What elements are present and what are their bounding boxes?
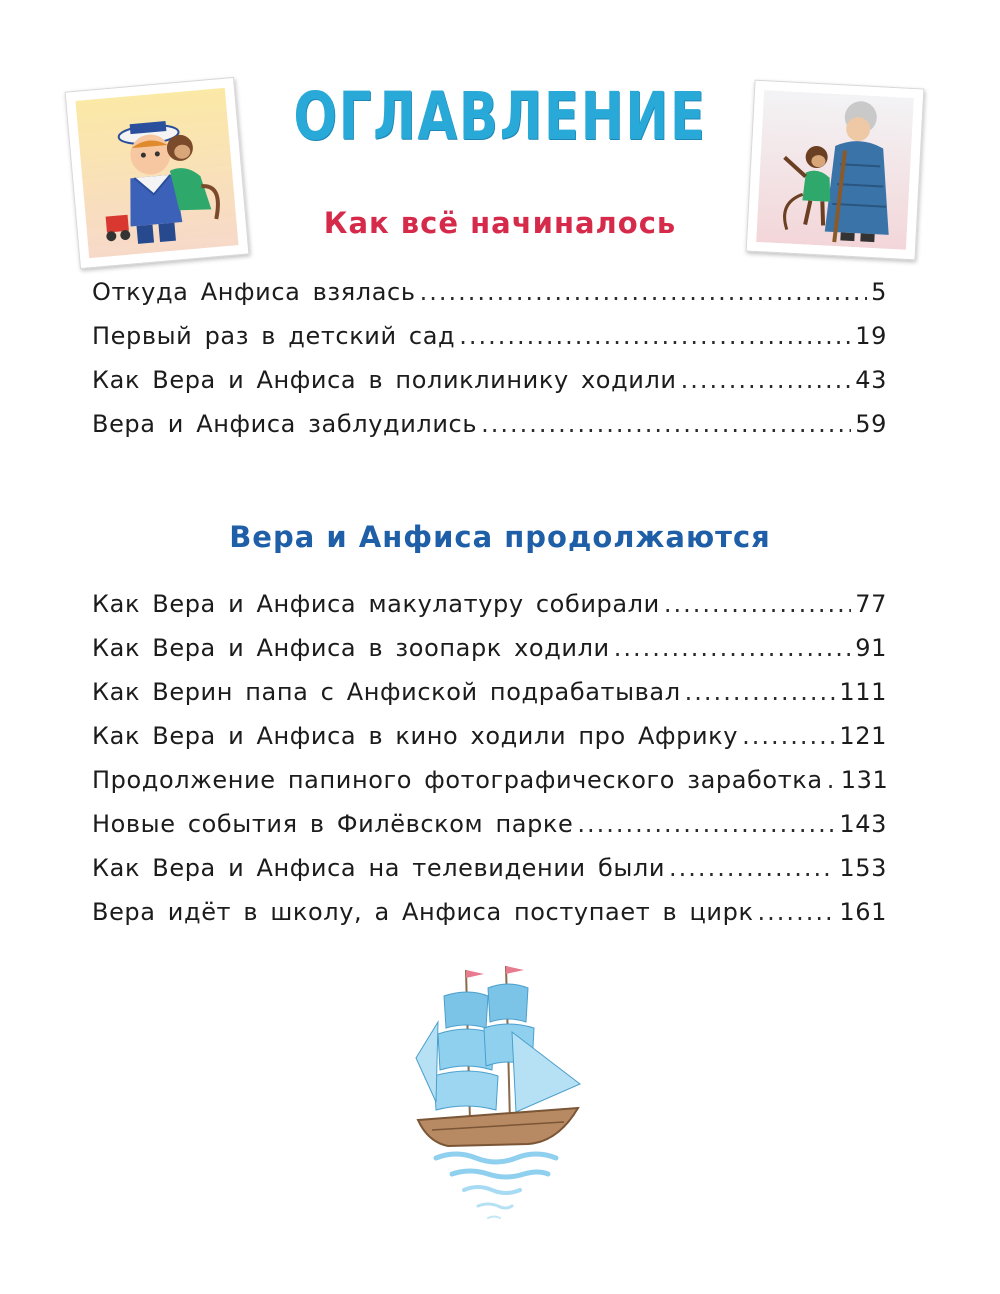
- toc-entry-title: Вера идёт в школу, а Анфиса поступает в цирк: [92, 898, 754, 926]
- toc-entry[interactable]: [92, 678, 887, 722]
- toc-page-number: 59: [855, 410, 887, 438]
- toc-entry[interactable]: [92, 898, 887, 942]
- toc-entry[interactable]: [92, 366, 887, 410]
- dot-leader: [420, 278, 868, 306]
- toc-page-number: 143: [839, 810, 887, 838]
- toc-page-number: 131: [840, 766, 889, 794]
- dot-leader: [742, 722, 835, 750]
- toc-page-number: 161: [839, 898, 887, 926]
- dot-leader: [481, 410, 851, 438]
- toc-page-number: 111: [839, 678, 887, 706]
- dot-leader: [459, 322, 851, 350]
- toc-entry[interactable]: [92, 766, 887, 810]
- toc-entry-title: Продолжение папиного фотографического заработка: [92, 766, 823, 794]
- toc-entry-title: Как Вера и Анфиса макулатуру собирали: [92, 590, 660, 618]
- sailing-ship-illustration: [408, 962, 588, 1224]
- toc-entry-title: Новые события в Филёвском парке: [92, 810, 574, 838]
- toc-entry-title: Откуда Анфиса взялась: [92, 278, 416, 306]
- toc-page-number: 43: [855, 366, 887, 394]
- toc-entry-title: Как Вера и Анфиса в поликлинику ходили: [92, 366, 677, 394]
- toc-entry-title: Как Верин папа с Анфиской подрабатывал: [92, 678, 681, 706]
- toc-section-1: [92, 278, 887, 454]
- toc-entry-title: Вера и Анфиса заблудились: [92, 410, 478, 438]
- toc-entry[interactable]: [92, 410, 887, 454]
- toc-page-number: 77: [855, 590, 887, 618]
- toc-page-number: 91: [855, 634, 887, 662]
- toc-entry-title: Как Вера и Анфиса на телевидении были: [92, 854, 666, 882]
- toc-entry-title: Первый раз в детский сад: [92, 322, 456, 350]
- toc-entry[interactable]: [92, 322, 887, 366]
- dot-leader: [681, 366, 852, 394]
- toc-page-number: 5: [871, 278, 887, 306]
- section-title-2: Вера и Анфиса продолжаются: [229, 520, 771, 554]
- dot-leader: [664, 590, 851, 618]
- dot-leader: [685, 678, 836, 706]
- toc-entry-title: Как Вера и Анфиса в зоопарк ходили: [92, 634, 610, 662]
- toc-entry[interactable]: [92, 854, 887, 898]
- dot-leader: [827, 766, 837, 794]
- toc-section-2: [92, 590, 887, 942]
- dot-leader: [669, 854, 835, 882]
- toc-entry-title: Как Вера и Анфиса в кино ходили про Африку: [92, 722, 739, 750]
- toc-page-number: 19: [855, 322, 887, 350]
- toc-entry[interactable]: [92, 810, 887, 854]
- section-title-1: Как всё начиналось: [323, 206, 677, 240]
- dot-leader: [758, 898, 836, 926]
- toc-entry[interactable]: [92, 278, 887, 322]
- toc-page-number: 121: [839, 722, 887, 750]
- page-title: ОГЛАВЛЕНИЕ: [293, 78, 707, 155]
- toc-entry[interactable]: [92, 634, 887, 678]
- dot-leader: [577, 810, 835, 838]
- toc-page-number: 153: [839, 854, 887, 882]
- dot-leader: [614, 634, 852, 662]
- toc-entry[interactable]: [92, 722, 887, 766]
- toc-entry[interactable]: [92, 590, 887, 634]
